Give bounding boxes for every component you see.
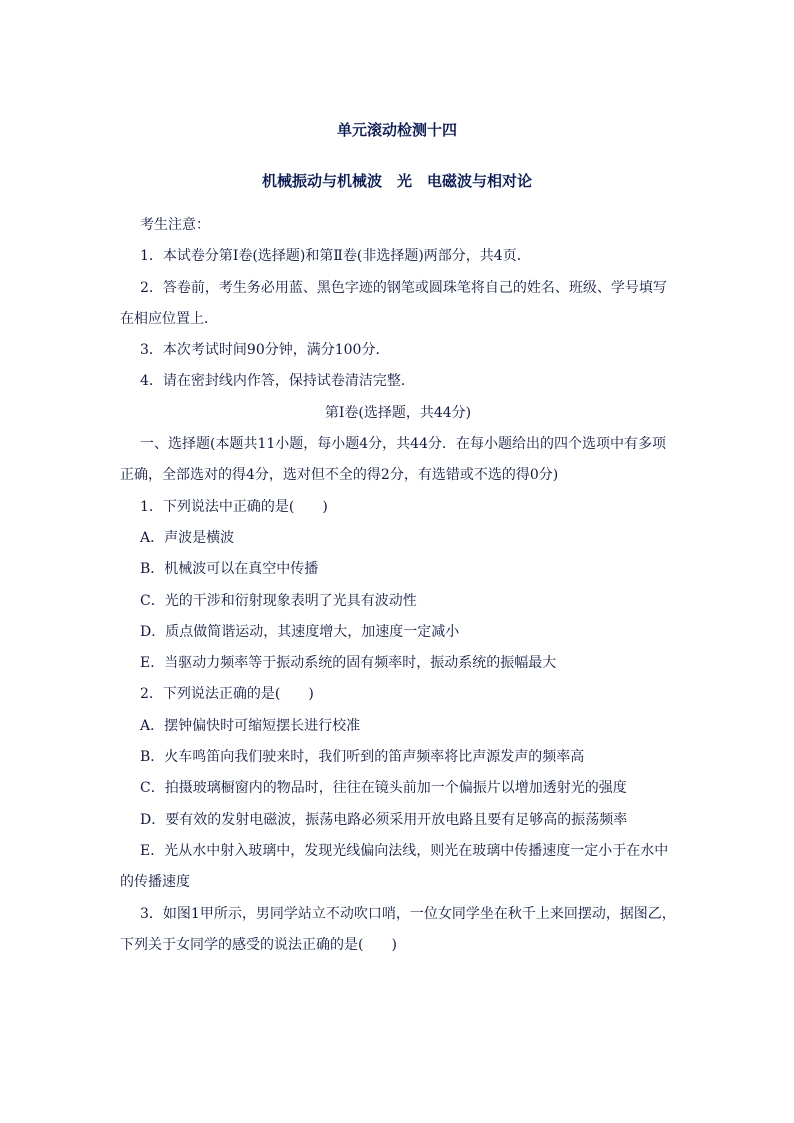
note-item: 4．请在密封线内作答，保持试卷清洁完整．	[140, 373, 415, 390]
note-item: 1．本试卷分第Ⅰ卷(选择题)和第Ⅱ卷(非选择题)两部分，共4页．	[140, 248, 531, 265]
document-subtitle: 机械振动与机械波 光 电磁波与相对论	[261, 172, 532, 190]
document-title: 单元滚动检测十四	[336, 121, 457, 139]
note-item: 2．答卷前，考生务必用蓝、黑色字迹的钢笔或圆珠笔将自己的姓名、班级、学号填写在相应位置上．	[120, 279, 667, 327]
question-option: A．声波是横波	[140, 529, 235, 546]
question-option: E．当驱动力频率等于振动系统的固有频率时，振动系统的振幅最大	[140, 655, 557, 672]
question-option: C．光的干涉和衍射现象表明了光具有波动性	[140, 592, 417, 609]
section-intro: 一、选择题(本题共11小题，每小题4分，共44分．在每小题给出的四个选项中有多项正确，全部选对的得4分，选对但不全的得2分，有选错或不选的得0分)	[120, 436, 666, 484]
document-body	[120, 210, 676, 961]
notes-heading: 考生注意：	[140, 217, 210, 233]
question-stem: 3．如图1甲所示，男同学站立不动吹口哨，一位女同学坐在秋千上来回摆动，据图乙，下列关于女同学的感受的说法正确的是( )	[120, 905, 676, 953]
note-item: 3．本次考试时间90分钟，满分100分．	[140, 342, 390, 359]
question-stem: 1．下列说法中正确的是( )	[140, 498, 328, 515]
question-option: E．光从水中射入玻璃中，发现光线偏向法线，则光在玻璃中传播速度一定小于在水中的传播速度	[120, 842, 669, 891]
question-option: D．质点做简谐运动，其速度增大，加速度一定减小	[140, 623, 460, 640]
question-option: D．要有效的发射电磁波，振荡电路必须采用开放电路且要有足够高的振荡频率	[140, 811, 628, 828]
question-option: A．摆钟偏快时可缩短摆长进行校准	[140, 717, 361, 734]
question-option: B．火车鸣笛向我们驶来时，我们听到的笛声频率将比声源发声的频率高	[140, 749, 585, 766]
question-option: B．机械波可以在真空中传播	[140, 561, 319, 578]
part-heading: 第Ⅰ卷(选择题，共44分)	[324, 404, 472, 421]
question-option: C．拍摄玻璃橱窗内的物品时，往往在镜头前加一个偏振片以增加透射光的强度	[140, 780, 627, 797]
question-stem: 2．下列说法正确的是( )	[140, 686, 314, 703]
